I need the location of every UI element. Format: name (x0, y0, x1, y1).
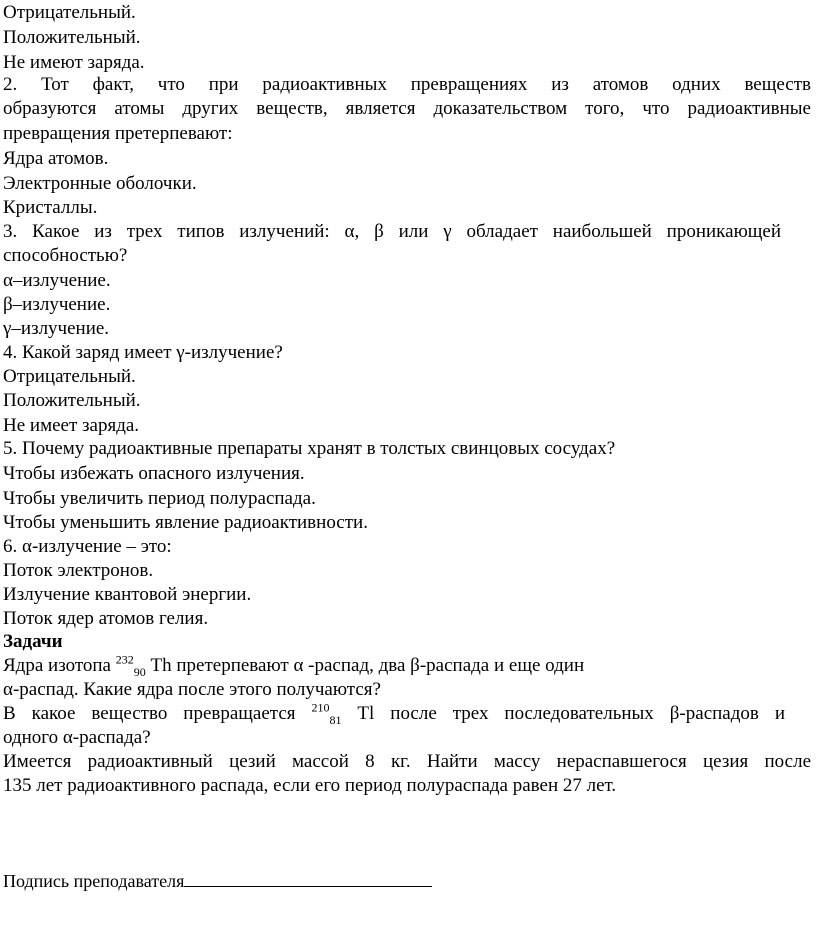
mass-number: 232 (115, 652, 134, 667)
task-1-text-post: Th претерпевают α -распад, два β-распада и еще один (145, 655, 585, 676)
answer-option: Чтобы избежать опасного излучения. (3, 463, 305, 484)
question-2-line-1: 2. Тот факт, что при радиоактивных превращениях из атомов одних веществ (3, 74, 811, 95)
answer-option: β–излучение. (3, 294, 111, 315)
mass-number: 210 (311, 700, 330, 715)
answer-option: Ядра атомов. (3, 148, 109, 169)
task-2-line-2: одного α-распада? (3, 727, 151, 748)
atomic-number: 81 (329, 712, 342, 727)
question-2-line-3: превращения претерпевают: (3, 123, 233, 144)
task-1-line-2: α-распад. Какие ядра после этого получаются? (3, 679, 381, 700)
answer-option: Отрицательный. (3, 366, 136, 387)
task-2-text-pre: В какое вещество превращается (3, 703, 312, 724)
task-3-line-1: Имеется радиоактивный цезий массой 8 кг. Найти массу нераспавшегося цезия после (3, 751, 811, 772)
task-3-line-2: 135 лет радиоактивного распада, если его период полураспада равен 27 лет. (3, 775, 617, 796)
answer-option: Кристаллы. (3, 197, 98, 218)
question-5: 5. Почему радиоактивные препараты хранят в толстых свинцовых сосудах? (3, 438, 616, 459)
answer-option: Не имеют заряда. (3, 52, 145, 73)
answer-option: Положительный. (3, 390, 141, 411)
answer-option: Чтобы уменьшить явление радиоактивности. (3, 512, 368, 533)
answer-option: Излучение квантовой энергии. (3, 584, 252, 605)
question-3-line-1: 3. Какое из трех типов излучений: α, β или γ обладает наибольшей проникающей (3, 221, 781, 242)
answer-option: Поток ядер атомов гелия. (3, 608, 209, 629)
atomic-number: 90 (133, 664, 146, 679)
task-2-text-post: Tl после трех последовательных β-распадов и (341, 703, 785, 724)
task-1-text-pre: Ядра изотопа (3, 655, 116, 676)
answer-option: Поток электронов. (3, 560, 154, 581)
question-4: 4. Какой заряд имеет γ-излучение? (3, 342, 283, 363)
task-1-line-1 (3, 652, 585, 679)
answer-option: γ–излучение. (3, 318, 110, 339)
answer-option: Отрицательный. (3, 2, 136, 23)
answer-option: α–излучение. (3, 270, 111, 291)
question-6: 6. α-излучение – это: (3, 536, 172, 557)
answer-option: Положительный. (3, 27, 141, 48)
signature-line (184, 870, 432, 887)
signature-block (3, 870, 432, 892)
answer-option: Чтобы увеличить период полураспада. (3, 488, 316, 509)
question-3-line-2: способностью? (3, 245, 128, 266)
signature-label: Подпись преподавателя (3, 871, 185, 891)
tasks-heading: Задачи (3, 631, 63, 652)
question-2-line-2: образуются атомы других веществ, является доказательством того, что радиоактивные (3, 98, 811, 119)
answer-option: Электронные оболочки. (3, 173, 197, 194)
answer-option: Не имеет заряда. (3, 415, 140, 436)
task-2-line-1 (3, 700, 785, 727)
